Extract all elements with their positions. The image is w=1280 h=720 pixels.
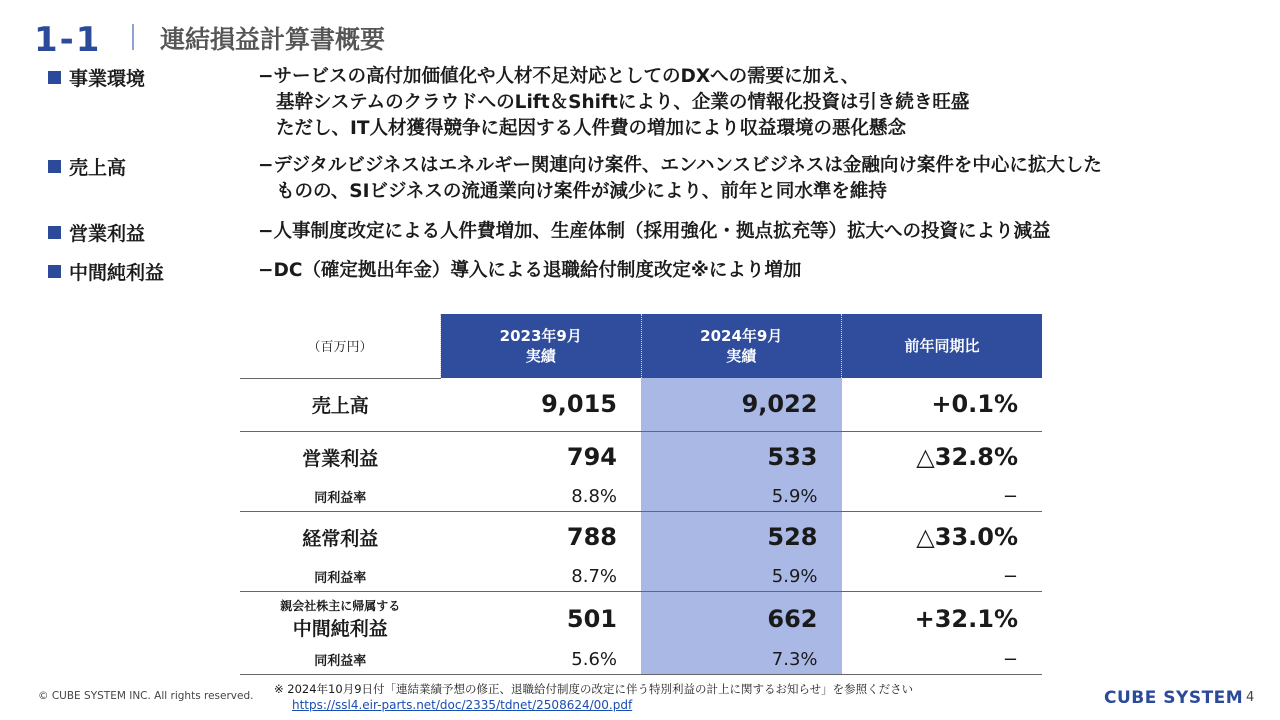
text-line: −人事制度改定による人件費増加、生産体制（採用強化・拠点拡充等）拡大への投資により減益 (258, 221, 1051, 242)
row-label: 経常利益 (302, 527, 379, 550)
margin-2023: 8.8% (441, 483, 642, 511)
value-yoy: +32.1% (914, 604, 1018, 633)
value-2024: 662 (641, 591, 842, 646)
value-yoy: △32.8% (916, 443, 1018, 472)
value-yoy: +0.1% (842, 378, 1043, 431)
footnote-link[interactable]: https://ssl4.eir-parts.net/doc/2335/tdnet/2508624/00.pdf (292, 698, 633, 712)
margin-label: 同利益率 (240, 563, 441, 591)
margin-2024: 5.9% (641, 483, 842, 511)
value-2023: 9,015 (441, 378, 642, 431)
text-line: −DC（確定拠出年金）導入による退職給付制度改定※により増加 (258, 260, 802, 281)
value-2023: 794 (566, 443, 617, 472)
label-text: 営業利益 (69, 223, 146, 245)
value-2024: 533 (641, 431, 842, 483)
row-label-main: 中間純利益 (292, 617, 388, 640)
company-logo: CUBE SYSTEM (1104, 688, 1244, 708)
text-line: −デジタルビジネスはエネルギー関連向け案件、エンハンスビジネスは金融向け案件を中心に拡大した (258, 155, 1102, 176)
title-divider (132, 24, 134, 50)
section-label-sales (48, 153, 126, 180)
row-label-prefix: 親会社株主に帰属する (280, 598, 401, 613)
header-2024 (641, 314, 842, 378)
margin-label: 同利益率 (240, 646, 441, 674)
margin-2024: 7.3% (641, 646, 842, 674)
bullet-square-icon (48, 265, 61, 278)
table-subrow (240, 563, 1042, 591)
margin-2024: 5.9% (641, 563, 842, 591)
section-label-business (48, 64, 145, 91)
margin-2023: 5.6% (441, 646, 642, 674)
section-text-business (258, 64, 969, 142)
header-line: 実績 (525, 347, 556, 365)
table-row (240, 511, 1042, 563)
copyright: © CUBE SYSTEM INC. All rights reserved. (38, 690, 254, 702)
header-line: 2023年9月 (499, 327, 582, 345)
label-text: 中間純利益 (69, 262, 165, 284)
table-row (240, 431, 1042, 483)
income-table (240, 314, 1042, 675)
text-line: ただし、IT人材獲得競争に起因する人件費の増加により収益環境の悪化懸念 (276, 118, 907, 139)
section-text-sales (258, 153, 1102, 205)
section-text-net (258, 258, 801, 284)
table-row (240, 591, 1042, 646)
text-line: ものの、SIビジネスの流通業向け案件が減少により、前年と同水準を維持 (276, 181, 887, 202)
table-subrow (240, 646, 1042, 674)
table-row (240, 378, 1042, 431)
margin-yoy: − (842, 483, 1043, 511)
bullet-square-icon (48, 160, 61, 173)
page-number: 4 (1246, 690, 1255, 705)
bullet-square-icon (48, 226, 61, 239)
margin-yoy: − (842, 646, 1043, 674)
header-line: 実績 (726, 347, 757, 365)
bullet-square-icon (48, 71, 61, 84)
unit-label: （百万円） (240, 314, 441, 378)
section-label-net (48, 258, 164, 285)
row-label: 営業利益 (302, 447, 379, 470)
row-label (240, 591, 441, 646)
header-yoy: 前年同期比 (842, 314, 1043, 378)
text-line: 基幹システムのクラウドへのLift＆Shiftにより、企業の情報化投資は引き続き旺盛 (276, 92, 970, 113)
value-2024: 528 (641, 511, 842, 563)
label-text: 事業環境 (69, 68, 146, 90)
table-subrow (240, 483, 1042, 511)
text-line: −サービスの高付加価値化や人材不足対応としてのDXへの需要に加え、 (258, 66, 860, 87)
value-yoy: △33.0% (916, 523, 1018, 552)
header-2023 (441, 314, 642, 378)
section-text-operating (258, 219, 1051, 245)
section-label-operating (48, 219, 145, 246)
row-label: 売上高 (240, 378, 441, 431)
value-2023: 788 (566, 523, 617, 552)
value-2023: 501 (566, 604, 617, 633)
label-text: 売上高 (69, 157, 127, 179)
margin-label: 同利益率 (240, 483, 441, 511)
margin-2023: 8.7% (441, 563, 642, 591)
margin-yoy: − (842, 563, 1043, 591)
header-line: 2024年9月 (700, 327, 783, 345)
footnote: ※ 2024年10月9日付「連結業績予想の修正、退職給付制度の改定に伴う特別利益の計上に関するお知らせ」を参照ください (274, 682, 914, 696)
page-title: 連結損益計算書概要 (160, 25, 386, 54)
value-2024: 9,022 (641, 378, 842, 431)
section-number: 1-1 (34, 20, 102, 60)
